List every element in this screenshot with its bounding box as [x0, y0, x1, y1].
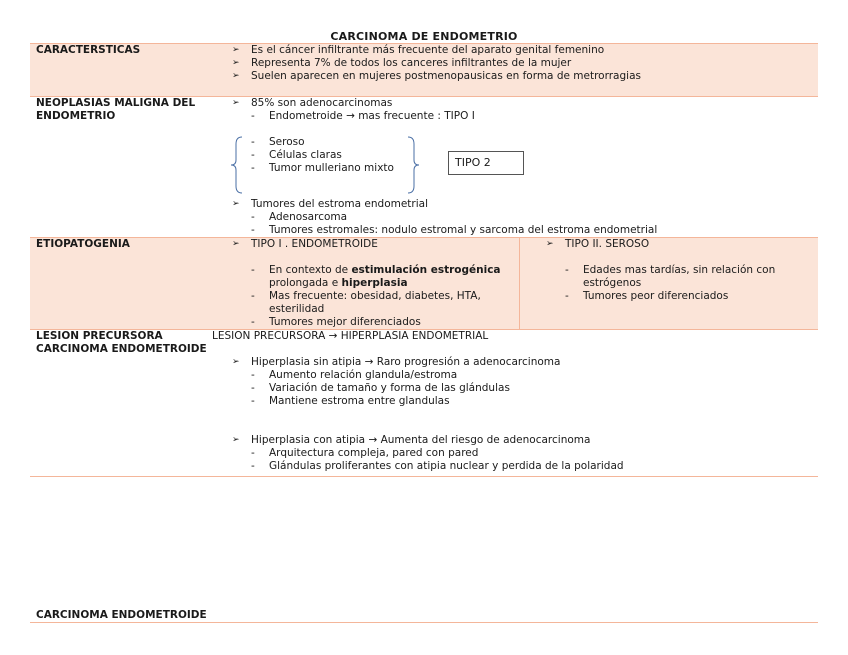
right-brace-icon: [406, 136, 420, 194]
list-item: - Adenosarcoma: [251, 211, 818, 224]
content-neoplasias: [210, 97, 818, 238]
content-etiopatogenia: [210, 238, 818, 330]
lesion-intro: LESION PRECURSORA → HIPERPLASIA ENDOMETRIAL: [212, 330, 489, 342]
list-item: ➢ 85% son adenocarcinomas: [230, 97, 818, 110]
list-item: - Glándulas proliferantes con atipia nuclear y perdida de la polaridad: [251, 460, 818, 473]
lesion-sublist-2: [212, 447, 818, 473]
tipo1-sublist: [216, 264, 519, 329]
list-item: - Edades mas tardías, sin relación con estrógenos: [565, 264, 818, 290]
tipo2-sublist: [520, 264, 818, 303]
lesion-list-1: [212, 356, 818, 369]
list-item: - Variación de tamaño y forma de las glándulas: [251, 382, 818, 395]
label-caracteristicas: CARACTERSTICAS: [30, 44, 210, 97]
row-etiopatogenia: [30, 238, 818, 330]
page-title: CARCINOMA DE ENDOMETRIO: [330, 30, 518, 43]
neoplasias-list-2: [216, 198, 818, 211]
tipo1-heading: ➢ TIPO I . ENDOMETROIDE: [230, 238, 519, 251]
list-item: ➢ Hiperplasia sin atipia → Raro progresión a adenocarcinoma: [230, 356, 818, 369]
content-caracteristicas: [210, 44, 818, 97]
list-item: - Aumento relación glandula/estroma: [251, 369, 818, 382]
row-lesion: [30, 330, 818, 477]
list-item: - Seroso: [251, 136, 516, 149]
list-item: ➢ Hiperplasia con atipia → Aumenta del riesgo de adenocarcinoma: [230, 434, 818, 447]
list-item: - En contexto de estimulación estrogénica prolongada e hiperplasia: [251, 264, 519, 290]
lesion-list-2: [212, 434, 818, 447]
list-item: ➢ Representa 7% de todos los canceres infiltrantes de la mujer: [230, 57, 818, 70]
list-item: ➢ Es el cáncer infiltrante más frecuente del aparato genital femenino: [230, 44, 818, 57]
brace-group: [216, 136, 818, 198]
tipo2-box: TIPO 2: [448, 151, 524, 175]
tipo1-heading-list: [216, 238, 519, 251]
label-etiopatogenia: ETIOPATOGENIA: [30, 238, 210, 330]
list-item: - Tumor mulleriano mixto: [251, 162, 516, 175]
list-item: - Endometroide → mas frecuente : TIPO I: [251, 110, 818, 123]
lesion-sublist-1: [212, 369, 818, 408]
tipo2-column: [520, 238, 818, 329]
tipo2-heading: ➢ TIPO II. SEROSO: [544, 238, 818, 251]
divider: [30, 622, 818, 623]
list-item: - Tumores mejor diferenciados: [251, 316, 519, 329]
list-item: - Mas frecuente: obesidad, diabetes, HTA, esterilidad: [251, 290, 519, 316]
neoplasias-sublist-2: [216, 211, 818, 237]
label-lesion: LESION PRECURSORA CARCINOMA ENDOMETROIDE: [30, 330, 210, 477]
neoplasias-list-1: [216, 97, 818, 110]
list-item: ➢ Suelen aparecen en mujeres postmenopausicas en forma de metrorragias: [230, 70, 818, 83]
row-neoplasias: [30, 97, 818, 238]
row-caracteristicas: [30, 44, 818, 97]
tipo2-heading-list: [520, 238, 818, 251]
summary-table: [30, 43, 818, 477]
list-item: - Arquitectura compleja, pared con pared: [251, 447, 818, 460]
content-lesion: [210, 330, 818, 477]
tipo1-column: [210, 238, 520, 329]
list-item: ➢ Tumores del estroma endometrial: [230, 198, 818, 211]
caracteristicas-list: [216, 44, 818, 83]
section-title: CARCINOMA ENDOMETROIDE: [36, 609, 207, 621]
list-item: - Tumores estromales: nodulo estromal y sarcoma del estroma endometrial: [251, 224, 818, 237]
list-item: - Tumores peor diferenciados: [565, 290, 818, 303]
label-neoplasias: NEOPLASIAS MALIGNA DEL ENDOMETRIO: [30, 97, 210, 238]
neoplasias-sublist-1: [216, 110, 818, 123]
list-item: - Células claras: [251, 149, 516, 162]
list-item: - Mantiene estroma entre glandulas: [251, 395, 818, 408]
